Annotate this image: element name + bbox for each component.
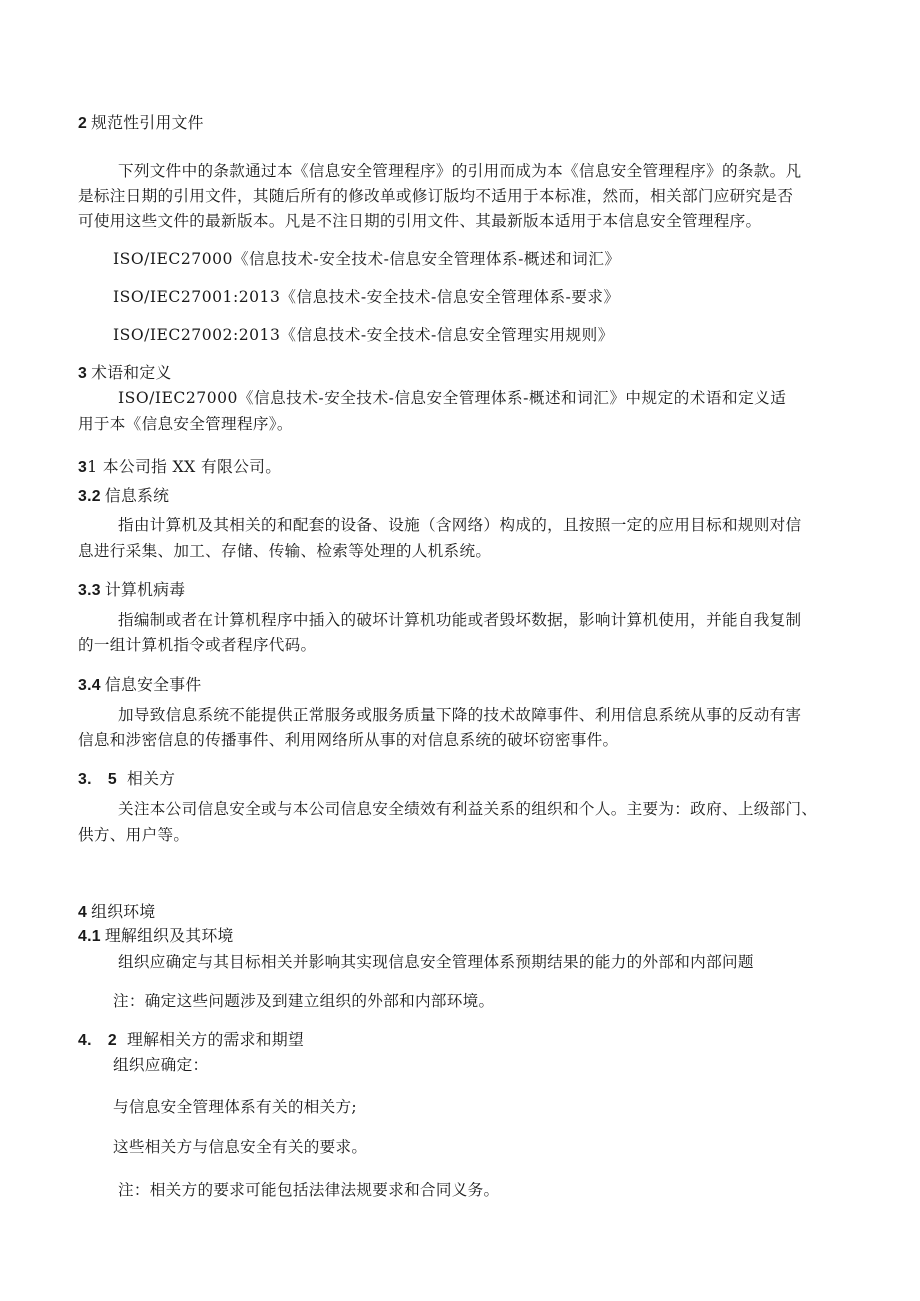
item-title: 理解组织及其环境 xyxy=(104,926,234,945)
reference-iso27000: ISO/IEC27000《信息技术-安全技术-信息安全管理体系-概述和词汇》 xyxy=(113,250,621,268)
section-4-2-item-1: 与信息安全管理体系有关的相关方; xyxy=(113,1098,357,1116)
definition-3-1 xyxy=(78,457,281,478)
item-text: 1 本公司指 XX 有限公司。 xyxy=(87,457,282,476)
item-number: 3. 5 xyxy=(78,771,117,788)
section-4-heading xyxy=(78,902,155,923)
item-title: 信息系统 xyxy=(104,486,170,505)
definition-3-4-line-2: 信息和涉密信息的传播事件、利用网络所从事的对信息系统的破坏窃密事件。 xyxy=(78,731,619,749)
item-title: 计算机病毒 xyxy=(104,580,186,599)
section-number: 2 xyxy=(78,115,88,132)
section-4-1-heading xyxy=(78,926,234,947)
definition-3-5-line-2: 供方、用户等。 xyxy=(78,826,190,844)
reference-iso27001: ISO/IEC27001:2013《信息技术-安全技术-信息安全管理体系-要求》 xyxy=(113,288,620,306)
definition-3-3-line-1: 指编制或者在计算机程序中插入的破坏计算机功能或者毁坏数据，影响计算机使用，并能自我复制 xyxy=(118,611,802,629)
section-4-1-para: 组织应确定与其目标相关并影响其实现信息安全管理体系预期结果的能力的外部和内部问题 xyxy=(118,953,754,971)
definition-3-2-line-2: 息进行采集、加工、存储、传输、检索等处理的人机系统。 xyxy=(78,542,492,560)
item-number: 3.2 xyxy=(78,488,101,505)
item-number: 3 xyxy=(78,459,88,476)
definition-3-5-heading xyxy=(78,769,175,790)
definition-3-4-line-1: 加导致信息系统不能提供正常服务或服务质量下降的技术故障事件、利用信息系统从事的反动有害 xyxy=(118,706,802,724)
section-4-2-item-2: 这些相关方与信息安全有关的要求。 xyxy=(113,1138,368,1156)
section-number: 3 xyxy=(78,365,88,382)
section-3-para-line-2: 用于本《信息安全管理程序》。 xyxy=(78,415,293,433)
section-2-para-line-2: 是标注日期的引用文件，其随后所有的修改单或修订版均不适用于本标准，然而，相关部门应研究是否 xyxy=(78,187,794,205)
item-number: 4.1 xyxy=(78,928,101,945)
item-number: 4. 2 xyxy=(78,1032,117,1049)
reference-iso27002: ISO/IEC27002:2013《信息技术-安全技术-信息安全管理实用规则》 xyxy=(113,326,614,344)
item-title: 信息安全事件 xyxy=(104,675,202,694)
definition-3-5-line-1: 关注本公司信息安全或与本公司信息安全绩效有利益关系的组织和个人。主要为：政府、上级部门、 xyxy=(118,800,818,818)
section-2-heading xyxy=(78,113,204,134)
section-3-para-line-1: ISO/IEC27000《信息技术-安全技术-信息安全管理体系-概述和词汇》中规定的术语和定义适 xyxy=(118,389,787,407)
section-4-1-note: 注：确定这些问题涉及到建立组织的外部和内部环境。 xyxy=(113,992,495,1010)
definition-3-4-heading xyxy=(78,675,201,696)
section-title: 术语和定义 xyxy=(91,363,172,382)
section-2-para-line-1: 下列文件中的条款通过本《信息安全管理程序》的引用而成为本《信息安全管理程序》的条款。凡 xyxy=(118,162,802,180)
definition-3-3-line-2: 的一组计算机指令或者程序代码。 xyxy=(78,636,317,654)
section-4-2-heading xyxy=(78,1030,304,1051)
section-4-2-lead: 组织应确定： xyxy=(113,1056,209,1074)
definition-3-3-heading xyxy=(78,580,185,601)
item-number: 3.4 xyxy=(78,677,101,694)
section-2-para-line-3: 可使用这些文件的最新版本。凡是不注日期的引用文件、其最新版本适用于本信息安全管理程序。 xyxy=(78,212,762,230)
section-title: 组织环境 xyxy=(91,902,156,921)
definition-3-2-line-1: 指由计算机及其相关的和配套的设备、设施（含网络）构成的，且按照一定的应用目标和规则对信 xyxy=(118,516,802,534)
item-title: 理解相关方的需求和期望 xyxy=(126,1030,305,1049)
definition-3-2-heading xyxy=(78,486,169,507)
section-3-heading xyxy=(78,363,172,384)
section-4-2-note: 注：相关方的要求可能包括法律法规要求和合同义务。 xyxy=(118,1181,500,1199)
section-number: 4 xyxy=(78,904,88,921)
item-number: 3.3 xyxy=(78,582,101,599)
item-title: 相关方 xyxy=(126,769,176,788)
section-title: 规范性引用文件 xyxy=(91,113,204,132)
